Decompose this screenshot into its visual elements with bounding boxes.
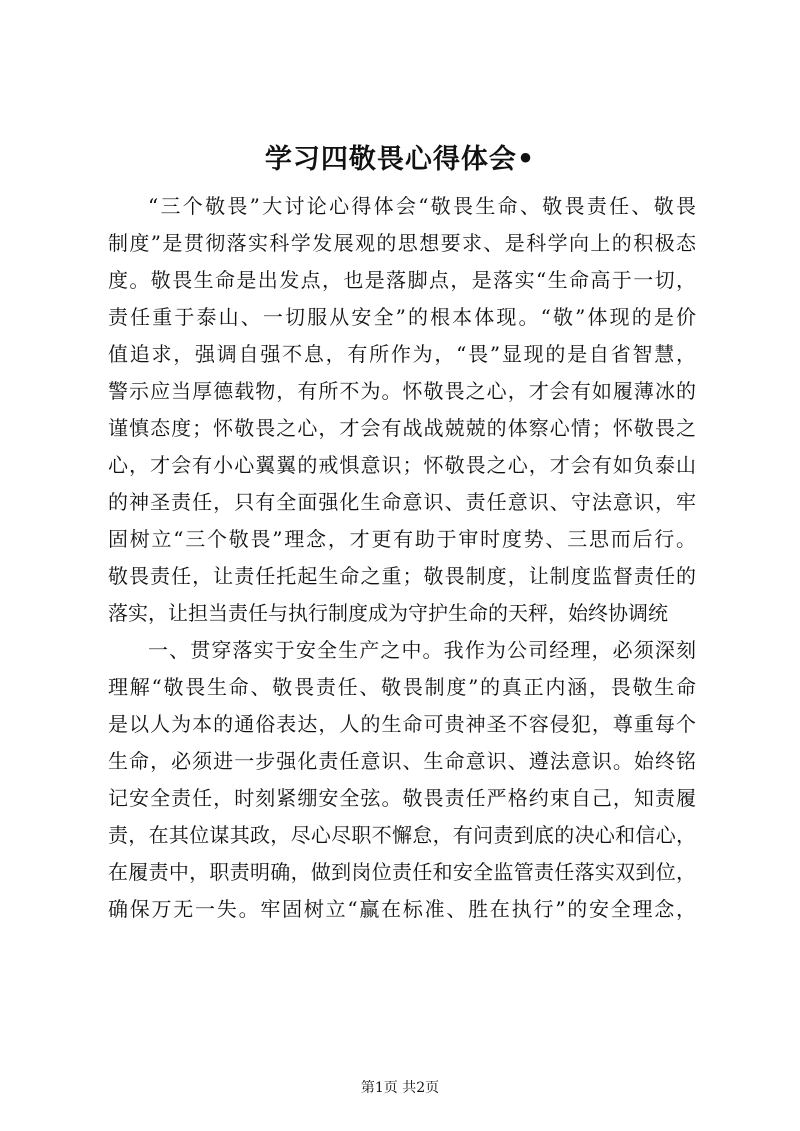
paragraph-1-line-5: 值追求，强调自强不息，有所作为，“畏”显现的是自省智慧， bbox=[108, 342, 696, 366]
paragraph-1-line-7: 谨慎态度；怀敬畏之心，才会有战战兢兢的体察心情；怀敬畏之 bbox=[108, 416, 696, 440]
page-number-footer: 第1页 共2页 bbox=[360, 1080, 440, 1096]
paragraph-1-line-2: 制度”是贯彻落实科学发展观的思想要求、是科学向上的积极态 bbox=[108, 231, 696, 255]
paragraph-2-line-1: 一、贯穿落实于安全生产之中。我作为公司经理，必须深刻 bbox=[148, 638, 696, 662]
paragraph-2-line-6: 责，在其位谋其政，尽心尽职不懈怠，有问责到底的决心和信心， bbox=[108, 823, 696, 847]
paragraph-2-line-4: 生命，必须进一步强化责任意识、生命意识、遵法意识。始终铭 bbox=[108, 749, 696, 773]
paragraph-2-line-3: 是以人为本的通俗表达，人的生命可贵神圣不容侵犯，尊重每个 bbox=[108, 712, 696, 736]
document-title: 学习四敬畏心得体会• bbox=[264, 144, 536, 175]
paragraph-2-line-5: 记安全责任，时刻紧绷安全弦。敬畏责任严格约束自己，知责履 bbox=[108, 786, 696, 810]
paragraph-2-line-8: 确保万无一失。牢固树立“赢在标准、胜在执行”的安全理念， bbox=[108, 897, 696, 921]
paragraph-1-line-10: 固树立“三个敬畏”理念，才更有助于审时度势、三思而后行。 bbox=[108, 527, 696, 551]
paragraph-2-line-7: 在履责中，职责明确，做到岗位责任和安全监管责任落实双到位， bbox=[108, 860, 696, 884]
paragraph-1-line-6: 警示应当厚德载物，有所不为。怀敬畏之心，才会有如履薄冰的 bbox=[108, 379, 696, 403]
paragraph-1-line-12: 落实，让担当责任与执行制度成为守护生命的天秤，始终协调统 bbox=[108, 601, 668, 625]
paragraph-1-line-3: 度。敬畏生命是出发点，也是落脚点，是落实“生命高于一切， bbox=[108, 268, 696, 292]
document-body bbox=[108, 188, 696, 928]
paragraph-1-line-8: 心，才会有小心翼翼的戒惧意识；怀敬畏之心，才会有如负泰山 bbox=[108, 453, 696, 477]
paragraph-1-line-4: 责任重于泰山、一切服从安全”的根本体现。“敬”体现的是价 bbox=[108, 305, 696, 329]
paragraph-1-line-11: 敬畏责任，让责任托起生命之重；敬畏制度，让制度监督责任的 bbox=[108, 564, 696, 588]
paragraph-2-line-2: 理解“敬畏生命、敬畏责任、敬畏制度”的真正内涵，畏敬生命 bbox=[108, 675, 696, 699]
paragraph-1-line-9: 的神圣责任，只有全面强化生命意识、责任意识、守法意识，牢 bbox=[108, 490, 696, 514]
paragraph-1-line-1: “三个敬畏”大讨论心得体会“敬畏生命、敬畏责任、敬畏 bbox=[148, 194, 696, 218]
